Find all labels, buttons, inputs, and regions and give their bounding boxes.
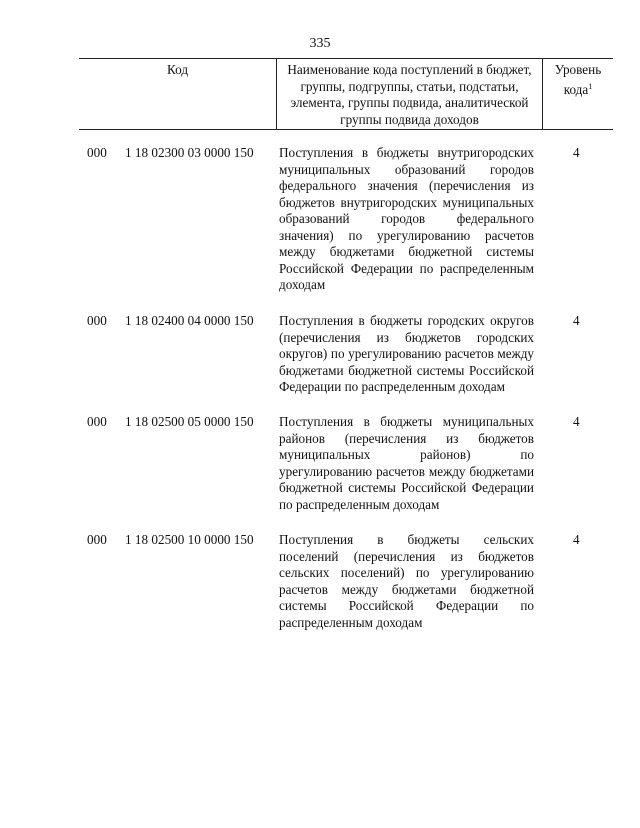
- row-code: 1 18 02500 10 0000 150: [125, 532, 254, 547]
- header-code: Код: [166, 62, 189, 77]
- header-level: [543, 59, 613, 129]
- row-name: Поступления в бюджеты внутригородских муниципальных образований городов федерального значения (перечисления из бюджетов внутригородских муниципальных образований городов федерального значения) по урегулированию расчетов между бюджетами бюджетной системы Российской Федерации по распределенным доходам: [279, 145, 534, 292]
- row-level: 4: [573, 313, 580, 328]
- header-level-label: Уровень кода: [554, 62, 602, 97]
- header-name: Наименование кода поступлений в бюджет, группы, подгруппы, статьи, подстатьи, элемента, группы подвида, аналитической группы подвида доходов: [276, 59, 543, 129]
- table-header: [79, 58, 613, 130]
- page-number: 335: [309, 36, 331, 51]
- row-code: 1 18 02400 04 0000 150: [125, 313, 254, 328]
- row-level: 4: [573, 145, 580, 160]
- row-group: 000: [87, 532, 107, 547]
- row-code: 1 18 02300 03 0000 150: [125, 145, 254, 160]
- row-name: Поступления в бюджеты сельских поселений (перечисления из бюджетов сельских поселений) по урегулированию расчетов между бюджетами бюджетной системы Российской Федерации по распределенным доходам: [279, 532, 534, 630]
- row-group: 000: [87, 414, 107, 429]
- row-name: Поступления в бюджеты муниципальных районов (перечисления из бюджетов муниципальных районов) по урегулированию расчетов между бюджетами бюджетной системы Российской Федерации по распределенным доходам: [279, 414, 534, 512]
- row-group: 000: [87, 313, 107, 328]
- row-level: 4: [573, 532, 580, 547]
- row-level: 4: [573, 414, 580, 429]
- header-level-footnote: 1: [588, 82, 593, 91]
- row-code: 1 18 02500 05 0000 150: [125, 414, 254, 429]
- row-name: Поступления в бюджеты городских округов (перечисления из бюджетов городских округов) по урегулированию расчетов между бюджетами бюджетной системы Российской Федерации по распределенным доходам: [279, 313, 534, 394]
- row-group: 000: [87, 145, 107, 160]
